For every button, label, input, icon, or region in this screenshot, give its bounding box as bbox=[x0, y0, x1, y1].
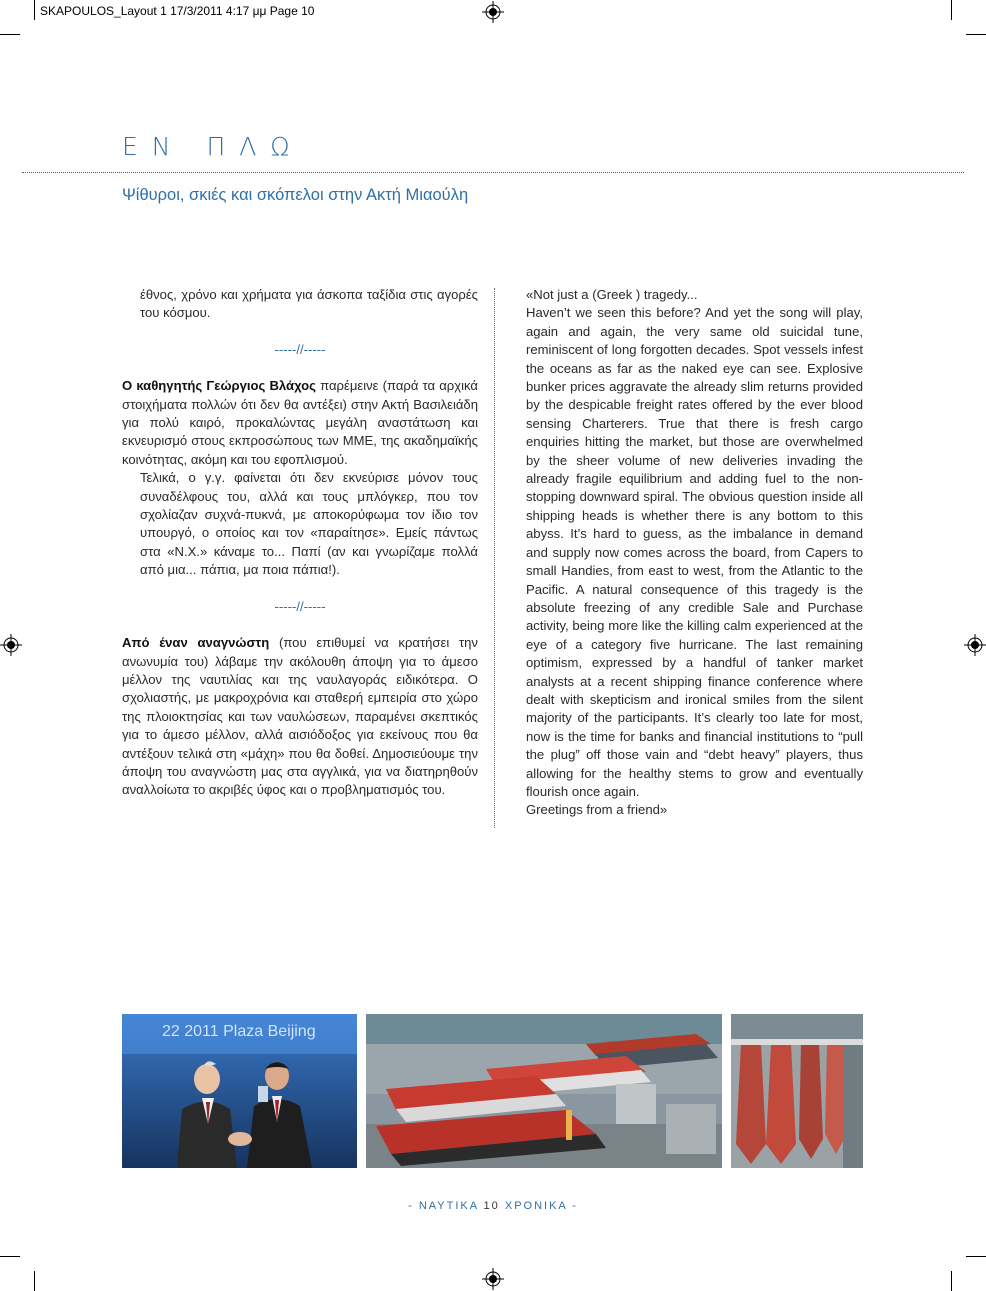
letter-heading: «Not just a (Greek ) tragedy... bbox=[526, 287, 698, 302]
paragraph-text: παρέμεινε (παρά τα αρχικά στοιχήματα πολλών ότι δεν θα αντέξει) στην Ακτή Βασιλειάδη για πολύ καιρό, προκαλώντας μεγάλη αναστάτωση και εκνευρισμό στους εκπροσώπους των ΜΜΕ, της ακαδημαϊκής κοινότητας, ακόμη και του εφοπλισμού. bbox=[122, 378, 478, 467]
paragraph bbox=[122, 377, 478, 469]
crop-mark bbox=[966, 1256, 986, 1257]
separator: -----//----- bbox=[274, 598, 326, 614]
letter-body: Haven’t we seen this before? And yet the song will play, again and again, the very same old suicidal tune, reminiscent of long forgotten decades. Spot vessels infest the oceans as far as the naked eye can see. Explosive bunker prices aggravate the already slim returns provided by the despicable freight rates offered by the ever blood sensing Charterers. True that there is fresh cargo enquiries hitting the market, but those are overwhelmed by the sheer volume of new deliveries invading the already fragile equilibrium and adding fuel to the non-stopping downward spiral. The obvious question inside all shipping heads is whether there is any bottom to this abyss. It’s hard to guess, as the imbalance in demand and supply now comes across the board, from Capers to small Handies, from east to west, from the Atlantic to the Pacific. A natural consequence of this tragedy is the absolute freezing of any credible Sale and Purchase activity, being more like the killing calm experienced at the eye of a category five hurricane. The last remaining optimism, expressed by a handful of tanker market analysts at a recent shipping finance conference where dealt with skepticism and ironical smiles from the silent majority of the participants. It’s clearly too late for most, now is the time for banks and financial institutions to “pull the plug” off those vain and “debt heavy” players, thus allowing for the healthy stems to grow and eventually flourish once again. bbox=[526, 305, 863, 799]
crop-mark bbox=[951, 1271, 952, 1291]
left-column bbox=[122, 286, 478, 800]
dry-dock-photo bbox=[731, 1014, 863, 1168]
crop-mark bbox=[0, 1256, 20, 1257]
header-divider bbox=[22, 172, 964, 173]
shipyard-aerial-photo bbox=[366, 1014, 722, 1168]
footer-right: ΧΡΟΝΙΚΑ - bbox=[504, 1200, 578, 1212]
separator: -----//----- bbox=[274, 341, 326, 357]
crop-mark bbox=[966, 34, 986, 35]
print-slug: SKAPOULOS_Layout 1 17/3/2011 4:17 μμ Page 10 bbox=[40, 4, 315, 18]
crop-mark bbox=[951, 0, 952, 20]
column-divider bbox=[494, 288, 495, 828]
right-column bbox=[526, 286, 863, 820]
section-title: ΕΝ ΠΛΩ bbox=[122, 132, 304, 161]
column-subtitle: Ψίθυροι, σκιές και σκόπελοι στην Ακτή Μιαούλη bbox=[122, 186, 469, 204]
footer-left: - ΝΑΥΤΙΚΑ bbox=[408, 1200, 479, 1212]
registration-mark-icon bbox=[964, 634, 986, 656]
paragraph: Τελικά, ο γ.γ. φαίνεται ότι δεν εκνεύρισε μόνον τους συναδέλφους του, αλλά και τους μπλόγκερ, που τον σχολίαζαν συχνά-πυκνά, με αποκορύφωμα τον ίδιο τον υπουργό, ο οποίος και τον «παραίτησε». Εμείς πάντως στα «Ν.Χ.» κάναμε το... Παπί (αν και γνωρίζαμε πολλά από μια... πάπια, μα ποια πάπια!). bbox=[140, 470, 478, 578]
paragraph-text: (που επιθυμεί να κρατήσει την ανωνυμία του) λάβαμε την ακόλουθη άποψη για το άμεσο μέλλον της ναυτιλίας και της ναυλαγοράς ειδικότερα. Ο σχολιαστής, με μακροχρόνια και σταθερή εμπειρία στο χώρο της πλοιοκτησίας και των ναυλώσεων, παραμένει σκεπτικός για το άμεσο μέλλον, αλλά αισιόδοξος για εκείνους που θα αντέξουν τελικά στη «μάχη» που θα δοθεί. Δημοσιεύουμε την άποψη του αναγνώστη μας στα αγγλικά, για να διατηρηθούν αναλλοίωτα το ακριβές ύφος και ο προβληματισμός του. bbox=[122, 635, 478, 798]
page-footer bbox=[0, 1200, 986, 1212]
registration-mark-icon bbox=[0, 634, 22, 656]
handshake-photo bbox=[122, 1014, 357, 1168]
bold-lead: Ο καθηγητής Γεώργιος Βλάχος bbox=[122, 378, 316, 394]
registration-mark-icon bbox=[482, 1, 504, 23]
bold-lead: Από έναν αναγνώστη bbox=[122, 635, 270, 651]
paragraph: έθνος, χρόνο και χρήματα για άσκοπα ταξίδια στις αγορές του κόσμου. bbox=[140, 287, 478, 321]
crop-mark bbox=[34, 0, 35, 20]
page-number: 10 bbox=[483, 1200, 500, 1212]
crop-mark bbox=[34, 1271, 35, 1291]
letter-closing: Greetings from a friend» bbox=[526, 802, 668, 818]
paragraph bbox=[122, 634, 478, 800]
registration-mark-icon bbox=[482, 1268, 504, 1290]
crop-mark bbox=[0, 34, 20, 35]
photo-banner-text: 22 2011 Plaza Beijing bbox=[162, 1023, 316, 1040]
